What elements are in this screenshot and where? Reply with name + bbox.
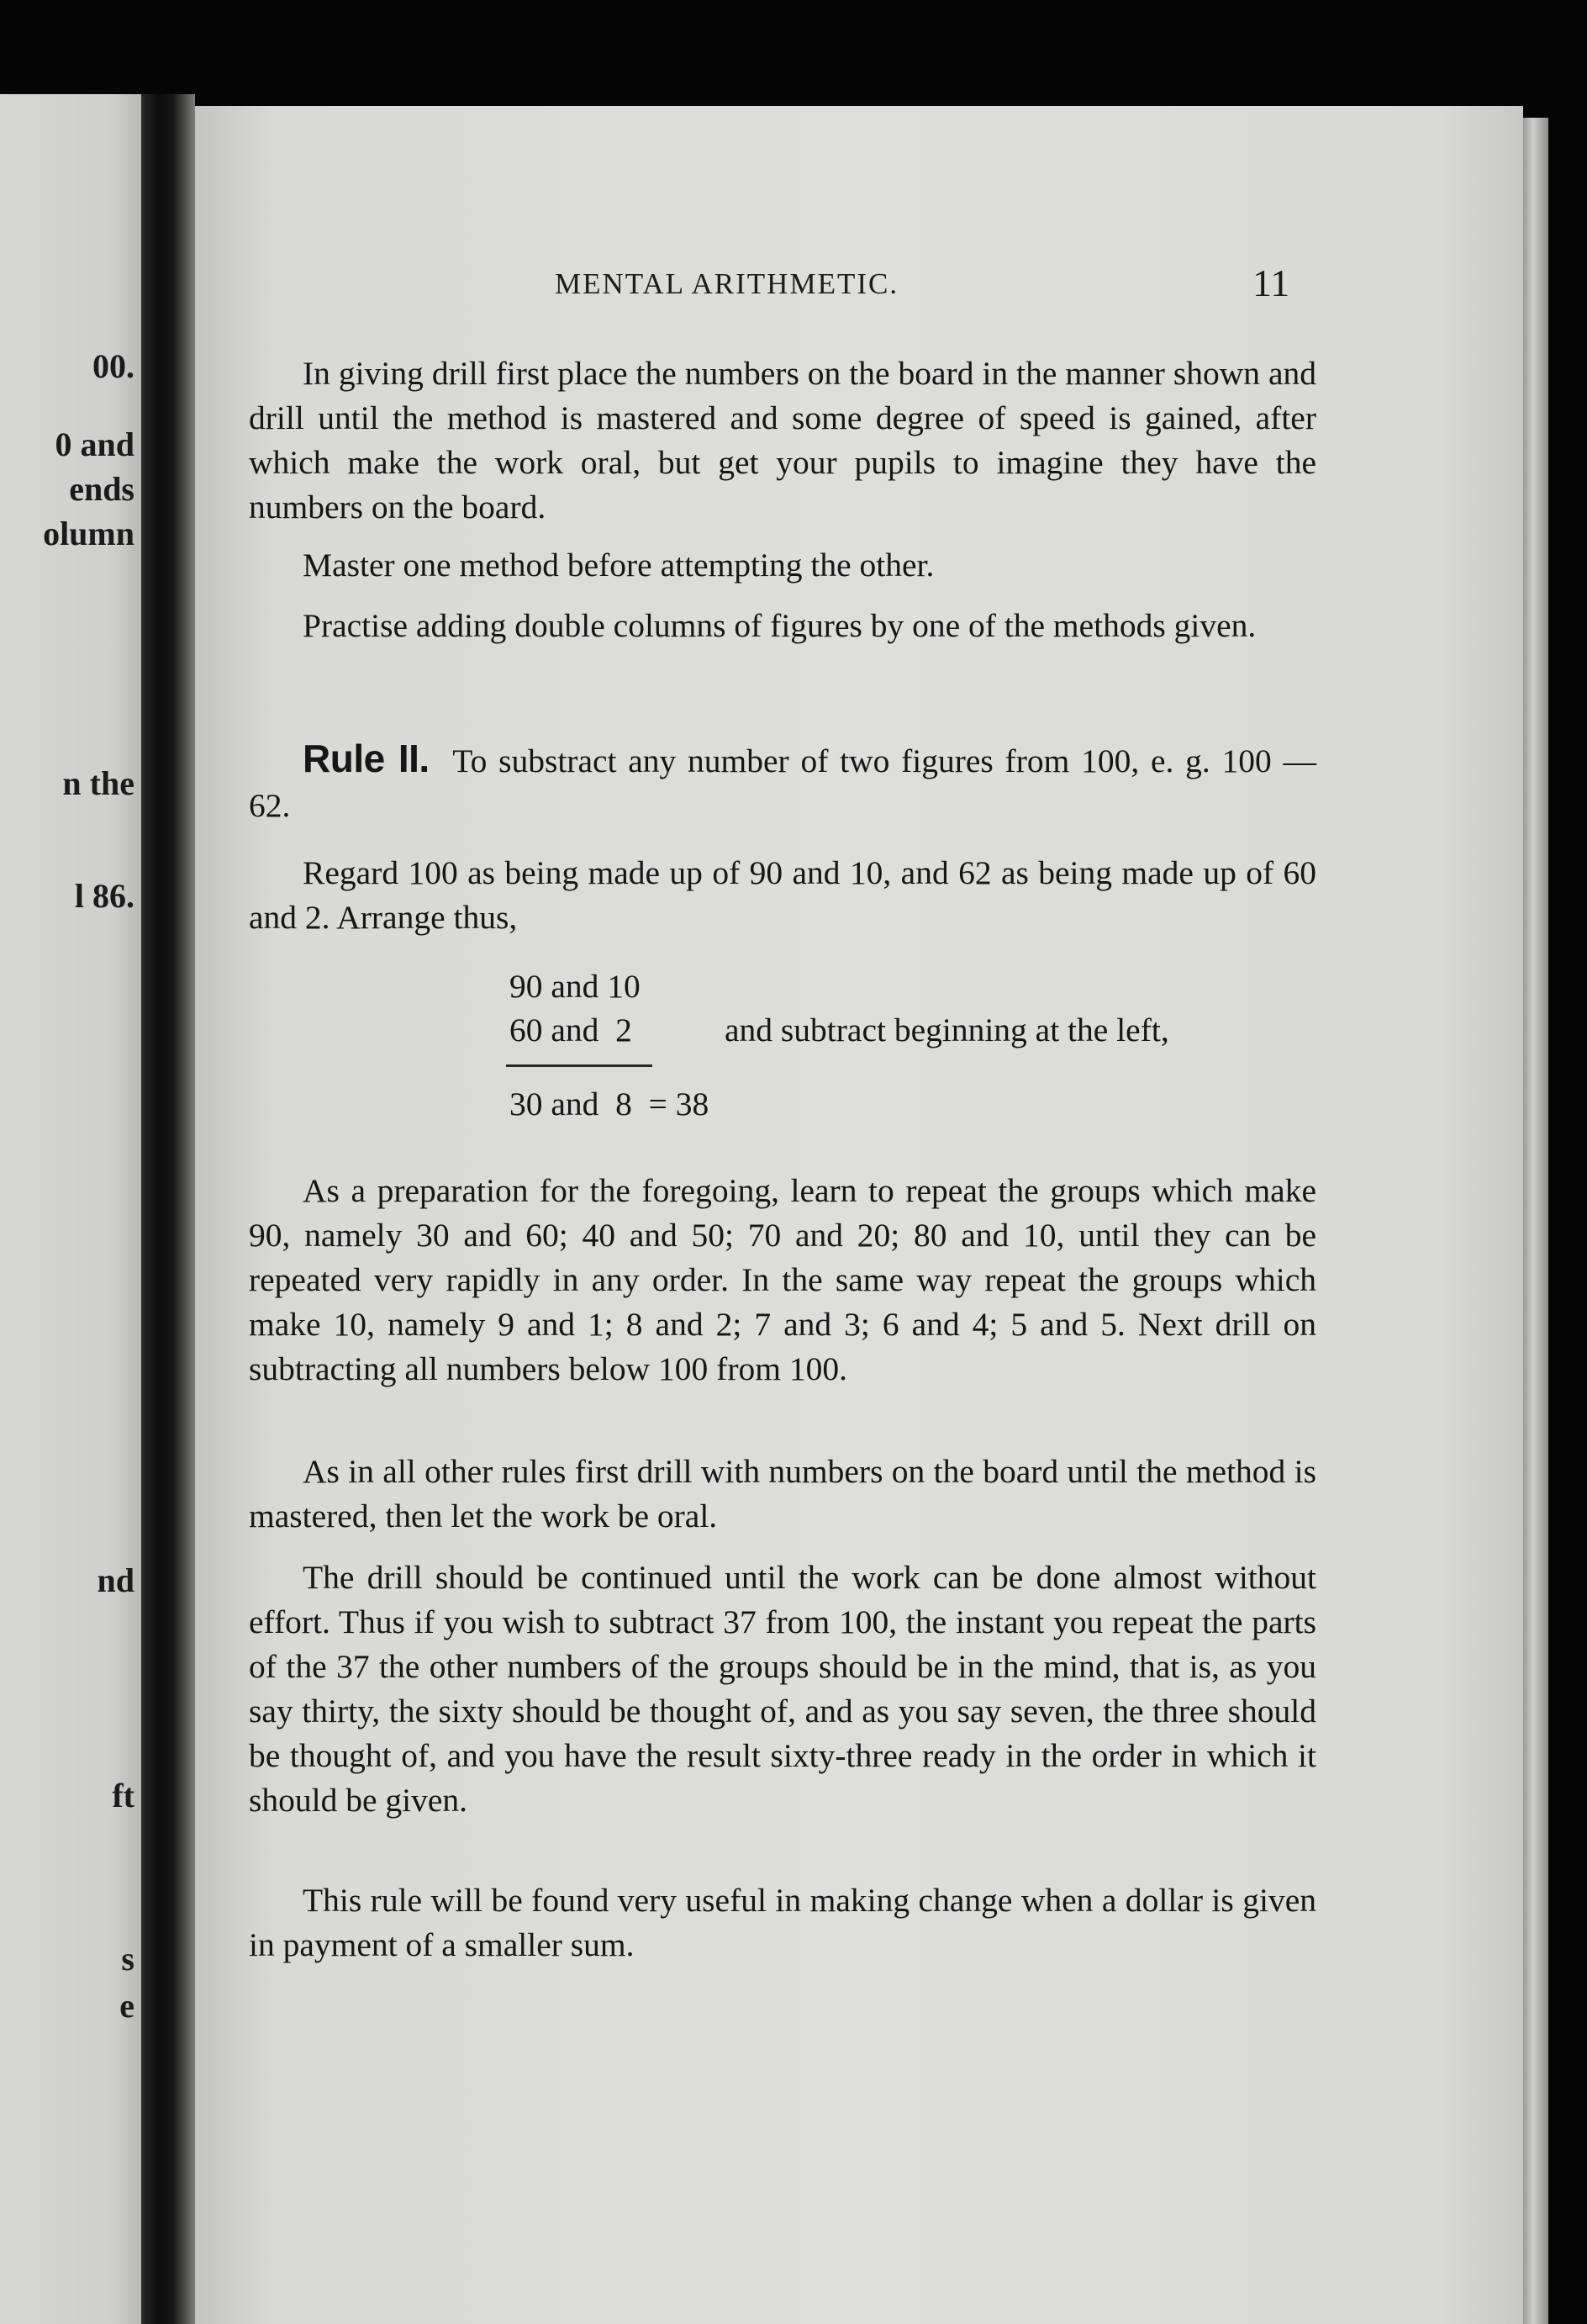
calc-row-1: 90 and 10: [509, 968, 641, 1005]
rule-ii-statement: [249, 737, 1316, 828]
calc-result: 30 and 8 = 38: [509, 1085, 709, 1122]
paragraph-preparation: [249, 1169, 1316, 1392]
paragraph-drill-intro: [249, 351, 1316, 530]
paragraph-text: This rule will be found very useful in making change when a dollar is given in payment of a smaller sum.: [249, 1882, 1316, 1963]
page-number: 11: [1252, 261, 1290, 304]
paragraph-text: As a preparation for the foregoing, learn to repeat the groups which make 90, namely 30 and 60; 40 and 50; 70 and 20; 80 and 10, until they can be repeated very rapidly in any order. In the same way repeat the groups which make 10, namely 9 and 1; 8 and 2; 7 and 3; 6 and 4; 5 and 5. Next drill on subtracting all numbers below 100 from 100.: [249, 1172, 1316, 1387]
left-fragment-text: olumn: [43, 515, 134, 552]
rule-heading: Rule II.: [303, 737, 430, 780]
paragraph-making-change: [249, 1878, 1316, 1967]
paragraph-text: In giving drill first place the numbers on the board in the manner shown and drill until the method is mastered and some degree of speed is gained, after which make the work oral, but get your pupils to imagine they have the numbers on the board.: [249, 355, 1316, 526]
paragraph-regard: [249, 851, 1316, 940]
left-fragment-text: 00.: [92, 347, 134, 385]
left-fragment-text: s: [121, 1940, 134, 1978]
calc-row-2: 60 and 2: [509, 1011, 632, 1048]
paragraph-drill-continued: [249, 1555, 1316, 1823]
book-gutter: [141, 94, 195, 2324]
page-edge: [1523, 118, 1548, 2324]
paragraph-master-method: [249, 543, 1316, 588]
rule-text: To substract any number of two figures from 100, e. g. 100 — 62.: [249, 742, 1316, 824]
page-title: MENTAL ARITHMETIC.: [555, 267, 899, 300]
left-fragment-text: nd: [97, 1561, 134, 1599]
left-fragment-text: 0 and: [55, 425, 134, 463]
paragraph-text: As in all other rules first drill with numbers on the board until the method is mastered, then let the work be oral.: [249, 1453, 1316, 1534]
left-fragment-text: ends: [69, 470, 134, 508]
calc-row-2-note: and subtract beginning at the left,: [725, 1011, 1169, 1048]
paragraph-other-rules: [249, 1450, 1316, 1539]
left-fragment-text: l 86.: [74, 877, 134, 915]
left-fragment-text: n the: [62, 764, 134, 802]
left-fragment-text: e: [119, 1987, 134, 2025]
paragraph-text: The drill should be continued until the work can be done almost without effort. Thus if you wish to subtract 37 from 100, the instant you repeat the parts of the 37 the other numbers of the groups should be in the mind, that is, as you say thirty, the sixty should be thought of, and as you say seven, the three should be thought of, and you have the result sixty-three ready in the order in which it should be given.: [249, 1559, 1316, 1819]
left-fragment-text: ft: [112, 1777, 134, 1814]
paragraph-text: Regard 100 as being made up of 90 and 10, and 62 as being made up of 60 and 2. Arrange thus,: [249, 854, 1316, 936]
paragraph-practise: [249, 604, 1316, 648]
paragraph-text: Master one method before attempting the other.: [303, 547, 935, 584]
paragraph-text: Practise adding double columns of figures by one of the methods given.: [303, 607, 1257, 644]
calc-underline: [506, 1064, 652, 1067]
left-page-fragment: [0, 94, 141, 2324]
